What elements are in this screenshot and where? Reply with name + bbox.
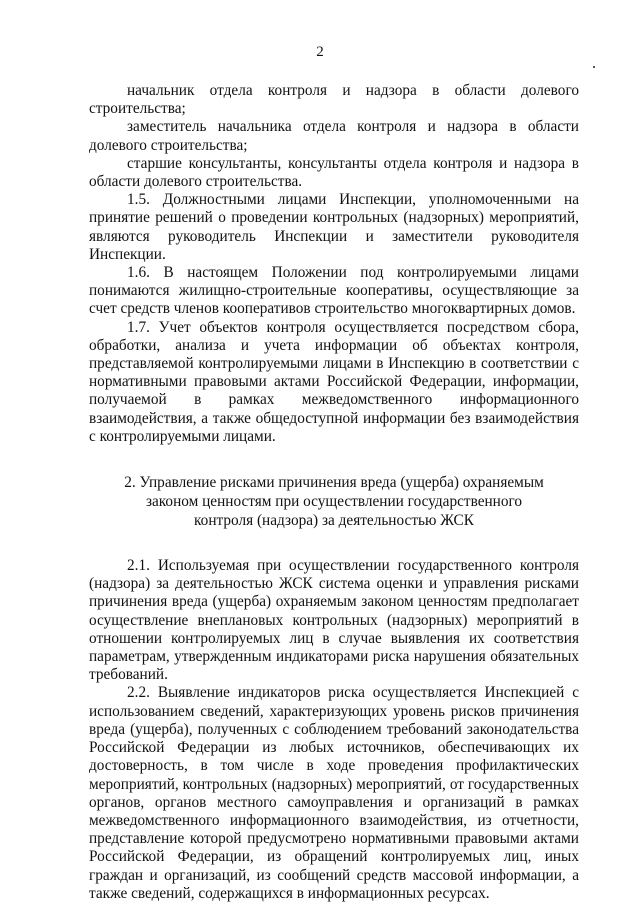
- document-body: [89, 82, 579, 903]
- paragraph-list-item-1: начальник отдела контроля и надзора в области долевого строительства;: [89, 82, 579, 118]
- section-heading-line-2: законом ценностям при осуществлении государственного: [145, 493, 523, 511]
- paragraph-list-item-2: заместитель начальника отдела контроля и надзора в области долевого строительства;: [89, 118, 579, 154]
- page-number: 2: [316, 44, 324, 60]
- paragraph-1-6: 1.6. В настоящем Положении под контролируемыми лицами понимаются жилищно-строительные кооперативы, осуществляющие за счет средств членов кооперативов строительство многоквартирных домов.: [89, 264, 579, 318]
- section-heading-line-3: контроля (надзора) за деятельностью ЖСК: [194, 512, 474, 530]
- scan-dot: [593, 66, 595, 68]
- section-heading: [89, 473, 579, 530]
- paragraph-list-item-3: старшие консультанты, консультанты отдела контроля и надзора в области долевого строительства.: [89, 154, 579, 191]
- paragraph-2-1: 2.1. Используемая при осуществлении государственного контроля (надзора) за деятельностью ЖСК система оценки и управления рисками причинения вреда (ущерба) охраняемым законом ценностям предполагает осуществление внеплановых контрольных (надзорных) мероприятий в отношении контролируемых лиц в случае выявления их соответствия параметрам, утвержденным индикаторами риска нарушения обязательных требований.: [89, 557, 579, 684]
- paragraph-1-7: 1.7. Учет объектов контроля осуществляется посредством сбора, обработки, анализа и учета информации об объектах контроля, представляемой контролируемыми лицами в Инспекцию в соответствии с нормативными правовыми актами Российской Федерации, информации, получаемой в рамках межведомственного информационного взаимодействия, а также общедоступной информации без взаимодействия с контролируемыми лицами.: [89, 318, 579, 445]
- paragraph-1-5: 1.5. Должностными лицами Инспекции, уполномоченными на принятие решений о проведении контрольных (надзорных) мероприятий, являются руководитель Инспекции и заместители руководителя Инспекции.: [89, 191, 579, 263]
- section-heading-line-1: 2. Управление рисками причинения вреда (ущерба) охраняемым: [124, 474, 544, 492]
- paragraph-2-2: 2.2. Выявление индикаторов риска осуществляется Инспекцией с использованием сведений, характеризующих уровень рисков причинения вреда (ущерба), полученных с соблюдением требований законодательства Российской Федерации из любых источников, обеспечивающих их достоверность, в том числе в ходе проведения профилактических мероприятий, контрольных (надзорных) мероприятий, от государственных органов, органов местного самоуправления и организаций в рамках межведомственного информационного взаимодействия, из отчетности, представление которой предусмотрено нормативными правовыми актами Российской Федерации, из обращений контролируемых лиц, иных граждан и организаций, из сообщений средств массовой информации, а также сведений, содержащихся в информационных ресурсах.: [89, 684, 579, 902]
